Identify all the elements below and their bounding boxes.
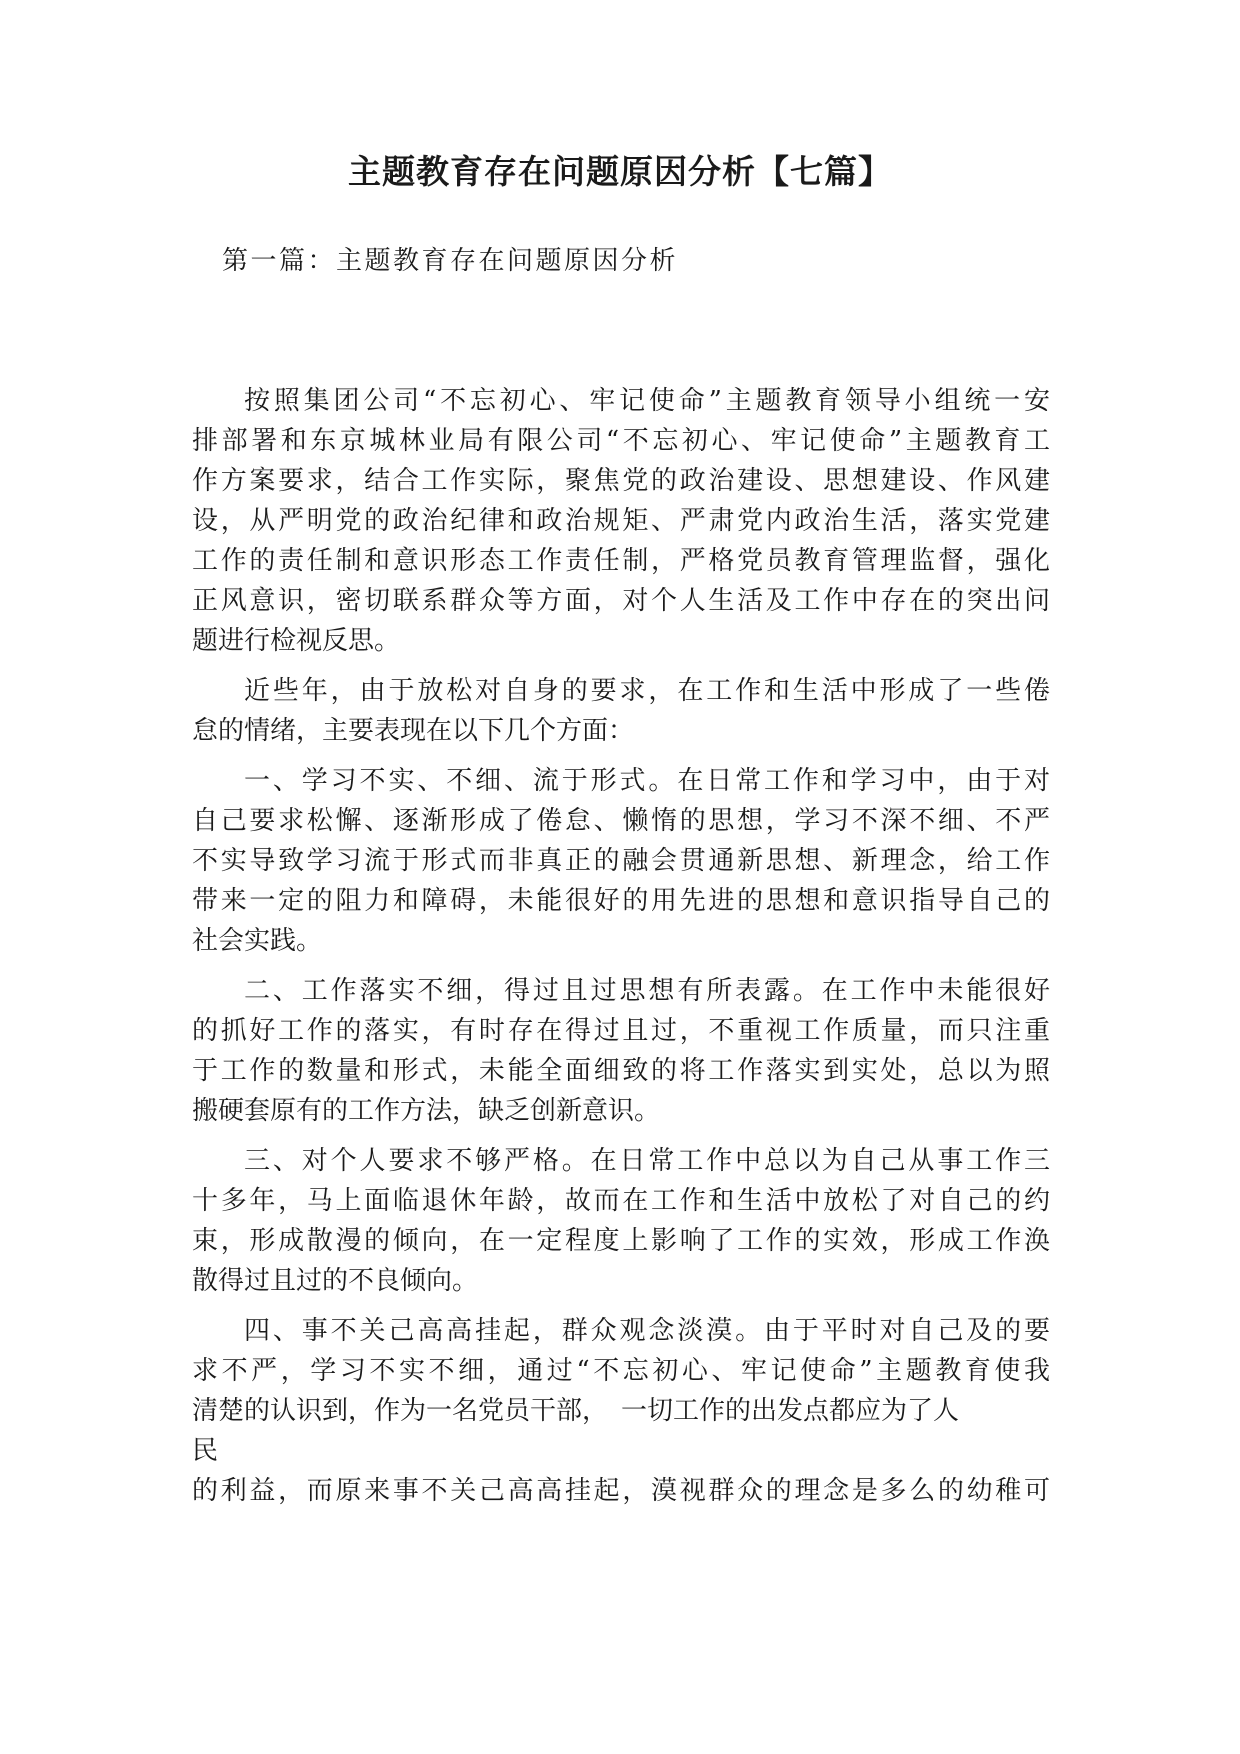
document-title: 主题教育存在问题原因分析【七篇】 bbox=[348, 152, 892, 191]
text-line: 正风意识，密切联系群众等方面，对个人生活及工作中存在的突出问 bbox=[192, 586, 1050, 616]
text-line: 三、对个人要求不够严格。在日常工作中总以为自己从事工作三 bbox=[244, 1146, 1050, 1176]
document-body bbox=[192, 381, 1050, 1521]
text-line: 带来一定的阻力和障碍，未能很好的用先进的思想和意识指导自己的 bbox=[192, 886, 1050, 916]
text-line: 四、事不关己高高挂起，群众观念淡漠。由于平时对自己及的要 bbox=[244, 1316, 1050, 1346]
text-line: 十多年，马上面临退休年龄，故而在工作和生活中放松了对自己的约 bbox=[192, 1186, 1050, 1216]
text-line: 的利益，而原来事不关己高高挂起，漠视群众的理念是多么的幼稚可 bbox=[192, 1476, 1050, 1506]
text-line: 散得过且过的不良倾向。 bbox=[192, 1266, 479, 1296]
paragraph bbox=[192, 671, 1050, 751]
text-line: 搬硬套原有的工作方法，缺乏创新意识。 bbox=[192, 1096, 661, 1126]
text-line: 一、学习不实、不细、流于形式。在日常工作和学习中，由于对 bbox=[244, 766, 1050, 796]
paragraph bbox=[192, 761, 1050, 961]
text-line: 社会实践。 bbox=[192, 926, 323, 956]
text-line: 求不严，学习不实不细，通过“不忘初心、牢记使命”主题教育使我 bbox=[192, 1356, 1050, 1386]
paragraph bbox=[192, 1311, 1050, 1511]
text-line: 按照集团公司“不忘初心、牢记使命”主题教育领导小组统一安 bbox=[244, 386, 1050, 416]
section-heading: 第一篇：主题教育存在问题原因分析 bbox=[222, 246, 679, 276]
text-line: 的抓好工作的落实，有时存在得过且过，不重视工作质量，而只注重 bbox=[192, 1016, 1050, 1046]
paragraph bbox=[192, 381, 1050, 661]
text-line: 民 bbox=[192, 1436, 219, 1466]
text-line: 二、工作落实不细，得过且过思想有所表露。在工作中未能很好 bbox=[244, 976, 1050, 1006]
text-line: 于工作的数量和形式，未能全面细致的将工作落实到实处，总以为照 bbox=[192, 1056, 1050, 1086]
text-line: 设，从严明党的政治纪律和政治规矩、严肃党内政治生活，落实党建 bbox=[192, 506, 1050, 536]
text-line: 题进行检视反思。 bbox=[192, 626, 401, 656]
text-line: 工作的责任制和意识形态工作责任制，严格党员教育管理监督，强化 bbox=[192, 546, 1050, 576]
text-line: 束，形成散漫的倾向，在一定程度上影响了工作的实效，形成工作涣 bbox=[192, 1226, 1050, 1256]
paragraph bbox=[192, 971, 1050, 1131]
text-line: 作方案要求，结合工作实际，聚焦党的政治建设、思想建设、作风建 bbox=[192, 466, 1050, 496]
text-line: 自己要求松懈、逐渐形成了倦怠、懒惰的思想，学习不深不细、不严 bbox=[192, 806, 1050, 836]
text-line: 清楚的认识到，作为一名党员干部， 一切工作的出发点都应为了人 bbox=[192, 1396, 960, 1426]
text-line: 不实导致学习流于形式而非真正的融会贯通新思想、新理念，给工作 bbox=[192, 846, 1050, 876]
text-line: 怠的情绪，主要表现在以下几个方面： bbox=[192, 716, 635, 746]
text-line: 排部署和东京城林业局有限公司“不忘初心、牢记使命”主题教育工 bbox=[192, 426, 1050, 456]
paragraph bbox=[192, 1141, 1050, 1301]
text-line: 近些年，由于放松对自身的要求，在工作和生活中形成了一些倦 bbox=[244, 676, 1050, 706]
